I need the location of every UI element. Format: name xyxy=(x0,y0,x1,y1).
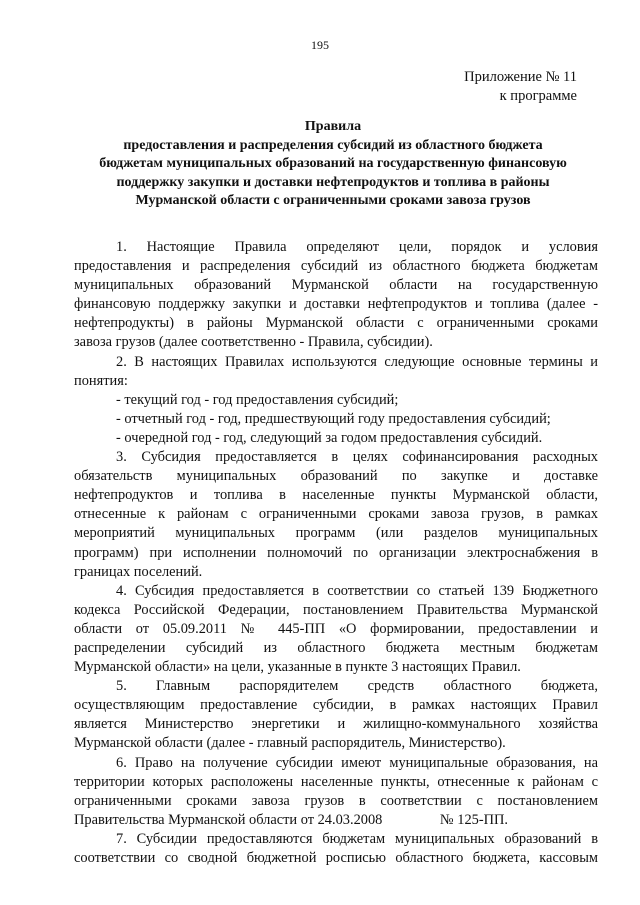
text-line: является Министерство энергетики и жилищно-коммунального хозяйства xyxy=(74,716,598,733)
text-line: нефтепродукты) в районы Мурманской области с ограниченными сроками xyxy=(74,315,598,332)
text-line: финансовую поддержку закупки и доставки нефтепродуктов и топлива (далее - xyxy=(74,296,598,313)
text-line: нефтепродуктов и топлива в населенные пункты Мурманской области, xyxy=(74,487,598,504)
text-line: границах поселений. xyxy=(74,563,203,580)
page-number: 195 xyxy=(311,38,329,52)
appendix-line-2: к программе xyxy=(499,88,577,104)
text-line: 3. Субсидия предоставляется в целях софинансирования расходных xyxy=(116,449,598,466)
text-line: обязательств муниципальных образований по закупке и доставке xyxy=(74,468,598,485)
text-line: отнесенные к районам с ограниченными сроками завоза грузов, в рамках xyxy=(74,506,598,523)
text-line: мероприятий муниципальных программ (или разделов муниципальных xyxy=(74,525,598,542)
appendix-reference xyxy=(300,68,577,106)
text-line: 5. Главным распорядителем средств областного бюджета, xyxy=(116,678,598,695)
text-line: - текущий год - год предоставления субсидий; xyxy=(116,391,399,408)
text-line: 2. В настоящих Правилах используются следующие основные термины и xyxy=(116,353,598,370)
title-line: Мурманской области с ограниченными сроками завоза грузов xyxy=(135,193,531,208)
text-line: предоставления и распределения субсидий из областного бюджета бюджетам xyxy=(74,258,598,275)
text-line: распределении субсидий из областного бюджета местным бюджетам xyxy=(74,639,598,656)
title-line: предоставления и распределения субсидий из областного бюджета xyxy=(123,137,543,153)
text-line: Мурманской области» на цели, указанные в пункте 3 настоящих Правил. xyxy=(74,659,521,676)
text-line: 4. Субсидия предоставляется в соответствии со статьей 139 Бюджетного xyxy=(116,582,598,599)
text-line: области от 05.09.2011 № 445-ПП «О формировании, предоставлении и xyxy=(74,620,598,637)
text-line: - очередной год - год, следующий за годом предоставления субсидий. xyxy=(116,429,543,446)
text-line: завоза грузов (далее соответственно - Правила, субсидии). xyxy=(74,334,433,351)
text-line: Мурманской области (далее - главный распорядитель, Министерство). xyxy=(74,735,506,752)
title-line: поддержку закупки и доставки нефтепродуктов и топлива в районы xyxy=(116,174,550,190)
text-line: программ) при исполнении полномочий по организации электроснабжения в xyxy=(74,544,598,561)
text-line: ограниченными сроками завоза грузов в соответствии с постановлением xyxy=(74,792,598,809)
text-line: кодекса Российской Федерации, постановлением Правительства Мурманской xyxy=(74,601,598,618)
title-line: бюджетам муниципальных образований на государственную финансовую xyxy=(99,156,567,171)
text-line: 6. Право на получение субсидии имеют муниципальные образования, на xyxy=(116,754,598,771)
document-body xyxy=(74,238,598,868)
text-line: - отчетный год - год, предшествующий году предоставления субсидий; xyxy=(116,410,551,427)
text-line: 1. Настоящие Правила определяют цели, порядок и условия xyxy=(116,239,598,255)
text-line: соответствии со сводной бюджетной росписью областного бюджета, кассовым xyxy=(74,850,598,866)
text-line: Правительства Мурманской области от 24.03.2008 № 125-ПП. xyxy=(74,811,509,828)
appendix-line-1: Приложение № 11 xyxy=(464,69,577,85)
title-heading: Правила xyxy=(304,119,362,134)
text-line: осуществляющим предоставление субсидии, в рамках настоящих Правил xyxy=(74,697,598,714)
text-line: муниципальных образований Мурманской области на государственную xyxy=(74,277,598,294)
text-line: территории которых расположены населенные пункты, отнесенные к районам с xyxy=(74,773,598,790)
text-line: понятия: xyxy=(74,372,128,389)
text-line: 7. Субсидии предоставляются бюджетам муниципальных образований в xyxy=(116,830,598,847)
document-title xyxy=(68,118,598,211)
